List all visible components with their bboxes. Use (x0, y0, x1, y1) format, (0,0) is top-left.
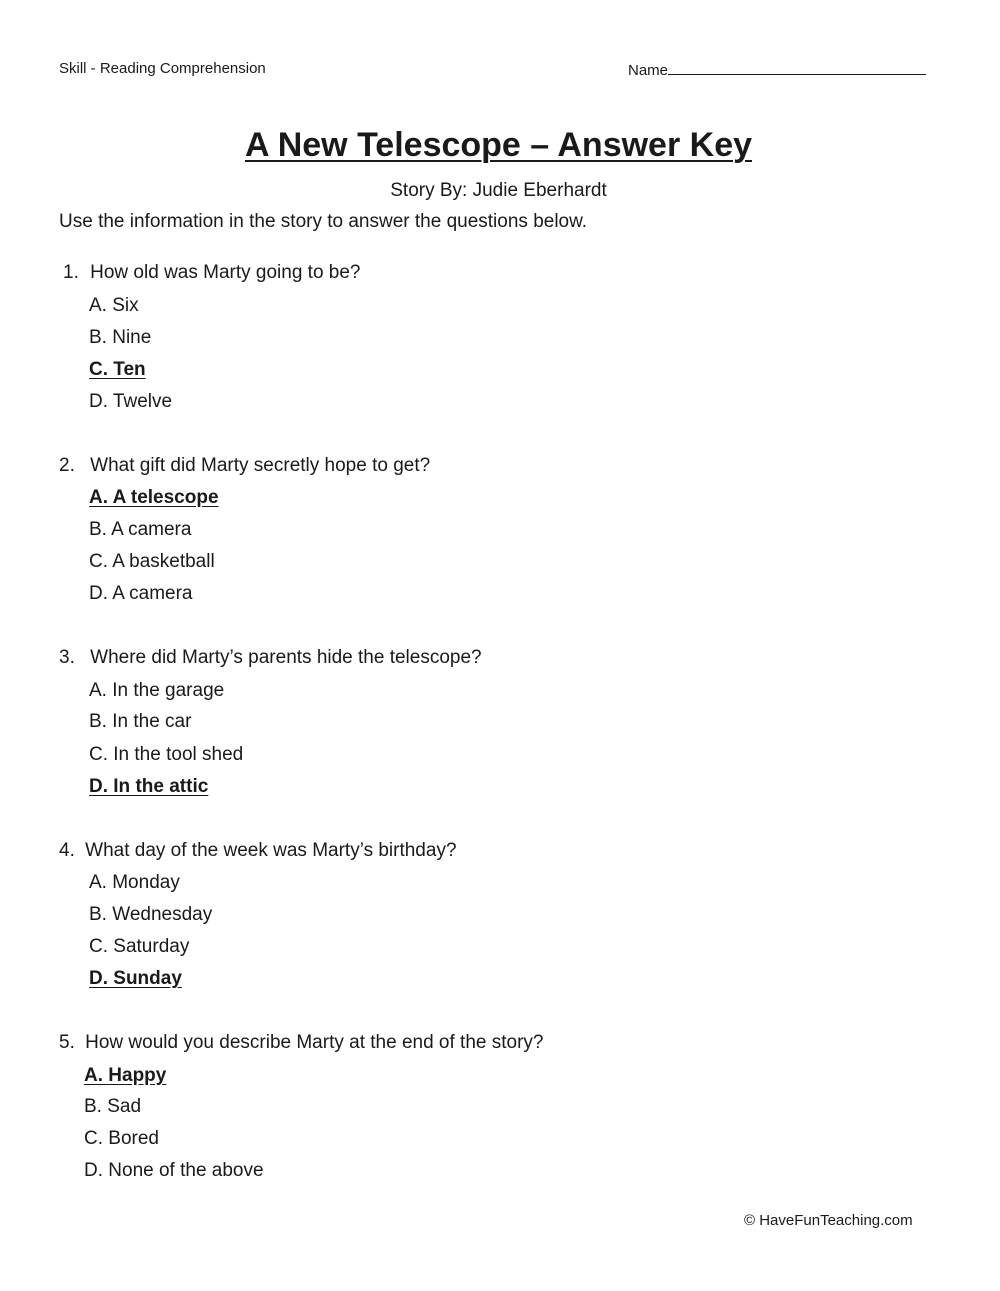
skill-label: Skill - Reading Comprehension (59, 60, 266, 77)
story-byline: Story By: Judie Eberhardt (390, 180, 607, 201)
question-number: 5. (59, 1032, 75, 1053)
question-text: How would you describe Marty at the end of the story? (85, 1032, 544, 1053)
name-field (628, 60, 926, 79)
question-text: What day of the week was Marty’s birthday? (85, 840, 457, 861)
correct-answer-option: A. Happy (84, 1065, 167, 1086)
answer-option: D. Twelve (89, 391, 173, 412)
answer-option: C. Saturday (89, 936, 190, 957)
question-1 (63, 262, 361, 284)
name-blank-line (668, 60, 926, 75)
page-title-text: A New Telescope – Answer Key (244, 126, 753, 164)
question-text: What gift did Marty secretly hope to get? (90, 455, 431, 476)
answer-option: C. A basketball (89, 551, 215, 572)
correct-answer-option: D. In the attic (89, 776, 209, 797)
answer-option: B. Sad (84, 1096, 142, 1117)
question-text: How old was Marty going to be? (90, 262, 361, 283)
copyright-footer: © HaveFunTeaching.com (744, 1212, 913, 1229)
question-3 (59, 647, 482, 669)
answer-option: A. Six (89, 295, 139, 316)
answer-option: B. Wednesday (89, 904, 213, 925)
answer-option: C. In the tool shed (89, 744, 244, 765)
question-number: 4. (59, 840, 75, 861)
answer-option: B. In the car (89, 711, 192, 732)
question-number: 1. (63, 262, 79, 283)
answer-option: D. None of the above (84, 1160, 264, 1181)
correct-answer-option: D. Sunday (89, 968, 182, 989)
question-number: 2. (59, 455, 75, 476)
question-2 (59, 455, 430, 477)
answer-option: A. In the garage (89, 680, 225, 701)
answer-option: C. Bored (84, 1128, 159, 1149)
answer-option: D. A camera (89, 583, 193, 604)
answer-option: A. Monday (89, 872, 180, 893)
page-title (0, 126, 997, 165)
answer-option: B. A camera (89, 519, 192, 540)
answer-option: B. Nine (89, 327, 152, 348)
name-label: Name (628, 62, 669, 79)
question-5 (59, 1032, 544, 1054)
correct-answer-option: A. A telescope (89, 487, 219, 508)
correct-answer-option: C. Ten (89, 359, 146, 380)
question-text: Where did Marty’s parents hide the telescope? (90, 647, 482, 668)
question-4 (59, 840, 457, 862)
instructions: Use the information in the story to answer the questions below. (59, 211, 588, 232)
question-number: 3. (59, 647, 75, 668)
